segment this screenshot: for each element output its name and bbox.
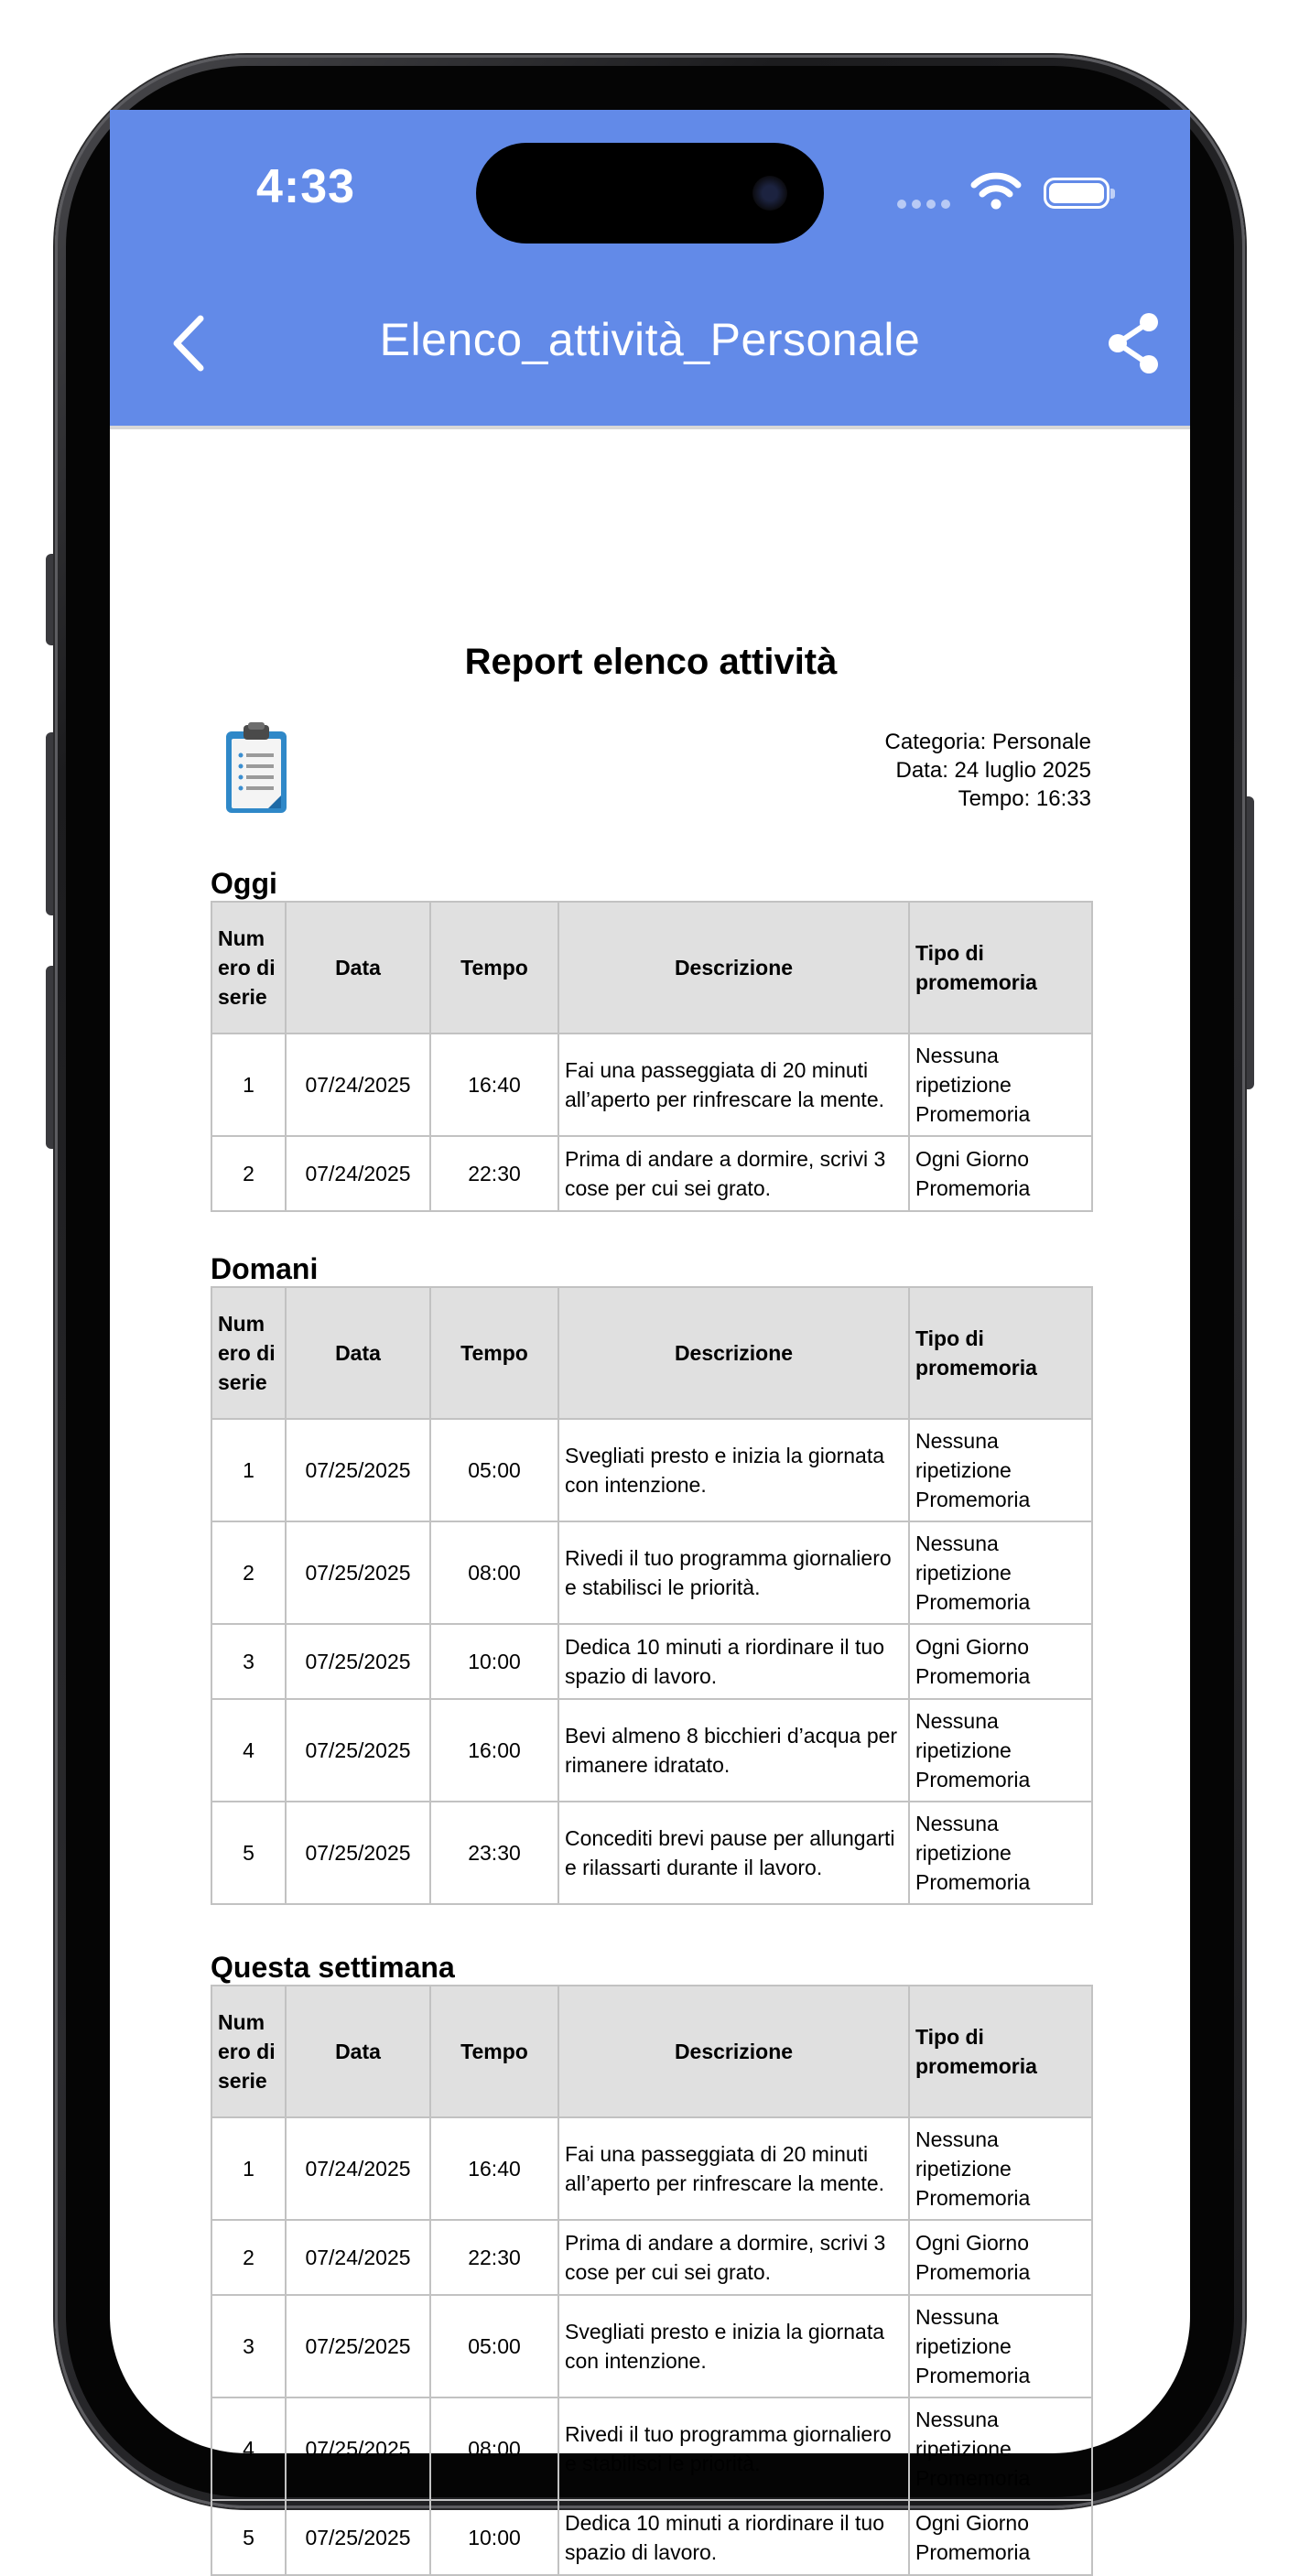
column-header-time: Tempo: [430, 1986, 558, 2117]
cell-time: 16:00: [430, 1699, 558, 1802]
column-header-date: Data: [286, 902, 430, 1034]
cell-num: 1: [211, 2117, 286, 2220]
cell-time: 08:00: [430, 2397, 558, 2500]
cell-time: 16:40: [430, 1034, 558, 1136]
screen: [110, 110, 1190, 2564]
table-row: [211, 2220, 1092, 2295]
cell-num: 5: [211, 1802, 286, 1904]
table-row: [211, 1802, 1092, 1904]
cell-num: 3: [211, 1624, 286, 1699]
column-header-type: Tipo di promemoria: [909, 902, 1092, 1034]
battery-icon: [1044, 178, 1110, 209]
cell-num: 2: [211, 2220, 286, 2295]
cell-num: 3: [211, 2295, 286, 2397]
cell-num: 2: [211, 1521, 286, 1624]
cell-desc: Dedica 10 minuti a riordinare il tuo spazio di lavoro.: [558, 1624, 909, 1699]
task-table: [211, 1286, 1093, 1905]
column-header-num: Num ero di serie: [211, 1986, 286, 2117]
column-header-desc: Descrizione: [558, 902, 909, 1034]
cell-date: 07/24/2025: [286, 1136, 430, 1211]
share-icon: [1109, 313, 1158, 373]
cell-desc: Fai una passeggiata di 20 minuti all’aperto per rinfrescare la mente.: [558, 2117, 909, 2220]
table-row: [211, 1699, 1092, 1802]
table-row: [211, 1034, 1092, 1136]
share-button[interactable]: [1103, 311, 1165, 375]
cell-date: 07/24/2025: [286, 1034, 430, 1136]
dynamic-island: [476, 143, 824, 244]
cell-date: 07/25/2025: [286, 2500, 430, 2575]
section-title: Questa settimana: [211, 1951, 455, 1984]
table-row: [211, 2117, 1092, 2220]
cell-desc: Prima di andare a dormire, scrivi 3 cose per cui sei grato.: [558, 1136, 909, 1211]
cell-time: 23:30: [430, 1802, 558, 1904]
cell-type: Ogni Giorno Promemoria: [909, 2220, 1092, 2295]
signal-icon: [897, 200, 950, 209]
cell-desc: Rivedi il tuo programma giornaliero e stabilisci le priorità.: [558, 2397, 909, 2500]
wifi-icon: [970, 170, 1022, 211]
cell-date: 07/25/2025: [286, 2397, 430, 2500]
cell-time: 08:00: [430, 1521, 558, 1624]
task-table: [211, 1985, 1093, 2576]
meta-date: Data: 24 luglio 2025: [895, 758, 1091, 783]
cell-desc: Bevi almeno 8 bicchieri d’acqua per rimanere idratato.: [558, 1699, 909, 1802]
status-time: 4:33: [256, 160, 356, 213]
cell-date: 07/24/2025: [286, 2220, 430, 2295]
cell-num: 5: [211, 2500, 286, 2575]
table-header-row: [211, 1986, 1092, 2117]
cell-desc: Svegliati presto e inizia la giornata con intenzione.: [558, 1419, 909, 1521]
report-title: Report elenco attività: [464, 642, 838, 682]
meta-category: Categoria: Personale: [884, 730, 1091, 754]
cell-time: 05:00: [430, 1419, 558, 1521]
table-row: [211, 1521, 1092, 1624]
cell-type: Nessuna ripetizione Promemoria: [909, 2397, 1092, 2500]
cell-type: Ogni Giorno Promemoria: [909, 1136, 1092, 1211]
cell-desc: Rivedi il tuo programma giornaliero e stabilisci le priorità.: [558, 1521, 909, 1624]
table-row: [211, 1624, 1092, 1699]
cell-type: Nessuna ripetizione Promemoria: [909, 1034, 1092, 1136]
cell-desc: Prima di andare a dormire, scrivi 3 cose per cui sei grato.: [558, 2220, 909, 2295]
table-row: [211, 1136, 1092, 1211]
section-title: Oggi: [211, 867, 277, 900]
column-header-time: Tempo: [430, 902, 558, 1034]
cell-desc: Dedica 10 minuti a riordinare il tuo spazio di lavoro.: [558, 2500, 909, 2575]
table-header-row: [211, 902, 1092, 1034]
cell-time: 22:30: [430, 1136, 558, 1211]
cell-date: 07/25/2025: [286, 1419, 430, 1521]
cell-desc: Svegliati presto e inizia la giornata con intenzione.: [558, 2295, 909, 2397]
cell-type: Nessuna ripetizione Promemoria: [909, 1699, 1092, 1802]
column-header-desc: Descrizione: [558, 1986, 909, 2117]
cell-type: Nessuna ripetizione Promemoria: [909, 2295, 1092, 2397]
column-header-type: Tipo di promemoria: [909, 1287, 1092, 1419]
app-bar: [110, 110, 1190, 426]
table-row: [211, 1419, 1092, 1521]
cell-desc: Fai una passeggiata di 20 minuti all’aperto per rinfrescare la mente.: [558, 1034, 909, 1136]
table-row: [211, 2397, 1092, 2500]
column-header-date: Data: [286, 1287, 430, 1419]
column-header-num: Num ero di serie: [211, 1287, 286, 1419]
report-meta: [885, 728, 1091, 813]
cell-num: 4: [211, 1699, 286, 1802]
cell-date: 07/25/2025: [286, 1802, 430, 1904]
cell-type: Nessuna ripetizione Promemoria: [909, 2117, 1092, 2220]
column-header-desc: Descrizione: [558, 1287, 909, 1419]
cell-date: 07/24/2025: [286, 2117, 430, 2220]
cell-type: Ogni Giorno Promemoria: [909, 2500, 1092, 2575]
meta-time: Tempo: 16:33: [958, 786, 1091, 811]
column-header-type: Tipo di promemoria: [909, 1986, 1092, 2117]
cell-num: 1: [211, 1419, 286, 1521]
cell-num: 2: [211, 1136, 286, 1211]
camera-icon: [752, 176, 787, 211]
cell-type: Nessuna ripetizione Promemoria: [909, 1419, 1092, 1521]
cell-type: Ogni Giorno Promemoria: [909, 1624, 1092, 1699]
table-row: [211, 2295, 1092, 2397]
app-bar-divider: [110, 426, 1190, 429]
cell-time: 22:30: [430, 2220, 558, 2295]
cell-date: 07/25/2025: [286, 2295, 430, 2397]
cell-num: 1: [211, 1034, 286, 1136]
task-table: [211, 901, 1093, 1212]
cell-time: 10:00: [430, 1624, 558, 1699]
cell-date: 07/25/2025: [286, 1521, 430, 1624]
cell-num: 4: [211, 2397, 286, 2500]
section-title: Domani: [211, 1252, 319, 1285]
cell-date: 07/25/2025: [286, 1699, 430, 1802]
table-row: [211, 2500, 1092, 2575]
clipboard-icon: [223, 722, 289, 816]
table-header-row: [211, 1287, 1092, 1419]
cell-time: 16:40: [430, 2117, 558, 2220]
cell-time: 10:00: [430, 2500, 558, 2575]
cell-type: Nessuna ripetizione Promemoria: [909, 1521, 1092, 1624]
page-title: Elenco_attività_Personale: [379, 314, 921, 365]
cell-time: 05:00: [430, 2295, 558, 2397]
cell-type: Nessuna ripetizione Promemoria: [909, 1802, 1092, 1904]
column-header-date: Data: [286, 1986, 430, 2117]
column-header-time: Tempo: [430, 1287, 558, 1419]
column-header-num: Num ero di serie: [211, 902, 286, 1034]
cell-date: 07/25/2025: [286, 1624, 430, 1699]
cell-desc: Concediti brevi pause per allungarti e rilassarti durante il lavoro.: [558, 1802, 909, 1904]
